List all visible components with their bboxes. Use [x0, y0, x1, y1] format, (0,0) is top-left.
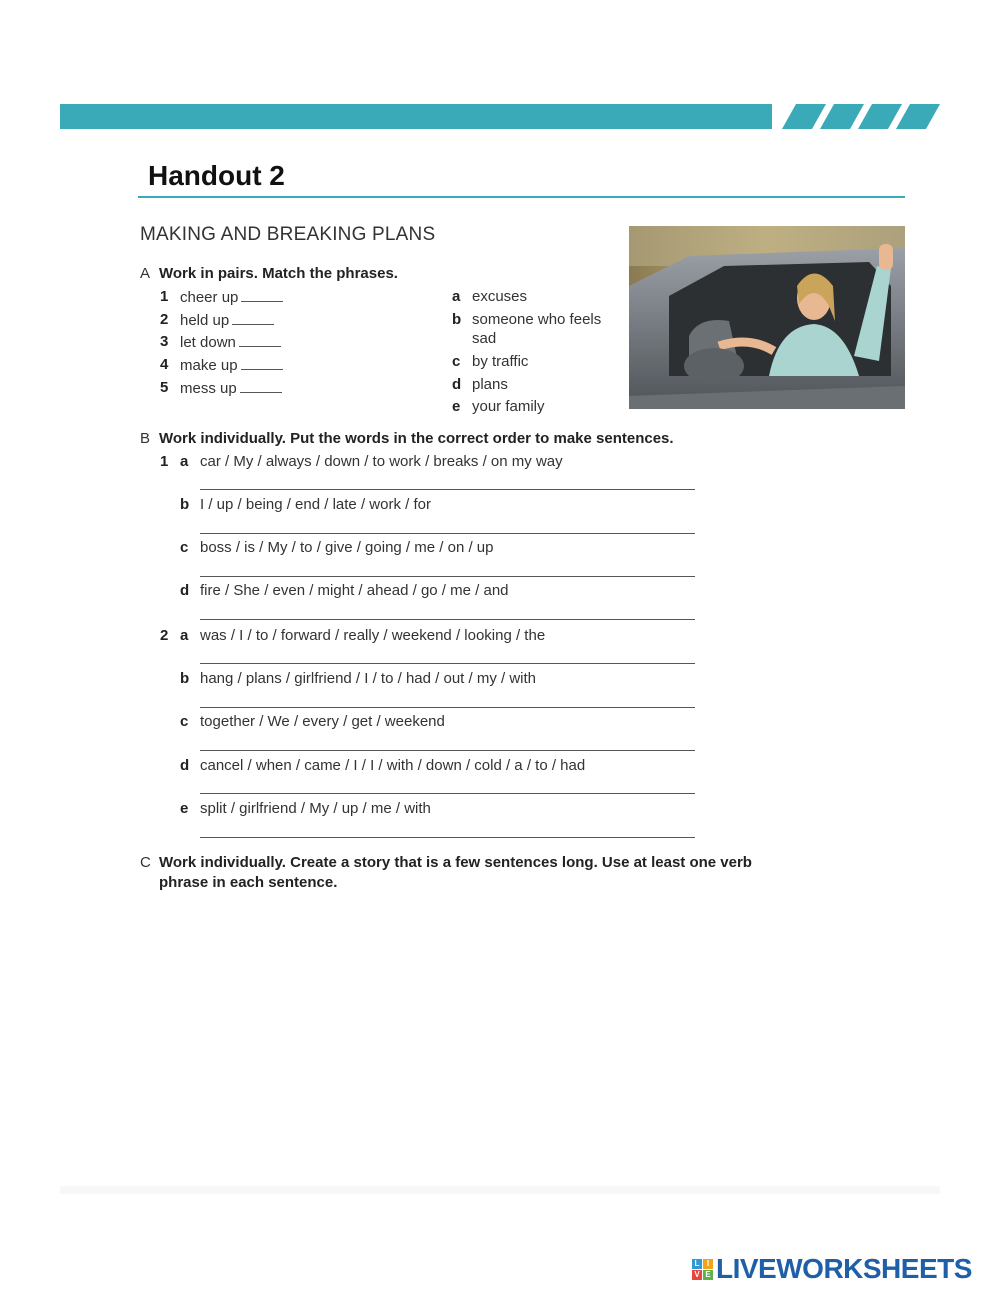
phrase-number: 2 [160, 311, 169, 328]
answer-line[interactable] [200, 576, 695, 577]
option-letter: d [452, 376, 462, 393]
phrase-number: 4 [160, 356, 169, 373]
group-number: 1 [160, 453, 169, 470]
phrase-item [180, 311, 274, 329]
woman-in-car-photo [629, 226, 905, 409]
answer-blank[interactable] [239, 333, 281, 347]
option-letter: c [452, 353, 461, 370]
exercise-c-instruction: Work individually. Create a story that is a few sentences long. Use at least one verb [159, 854, 752, 871]
option-text: excuses [472, 288, 528, 305]
item-letter: d [180, 582, 190, 599]
page-title: Handout 2 [148, 160, 285, 191]
option-letter: a [452, 288, 461, 305]
exercise-b-instruction: Work individually. Put the words in the correct order to make sentences. [159, 430, 674, 447]
exercise-c-instruction-continued: phrase in each sentence. [159, 874, 338, 891]
option-letter: e [452, 398, 461, 415]
phrase-text: held up [180, 312, 230, 329]
answer-line[interactable] [200, 663, 695, 664]
answer-line[interactable] [200, 489, 695, 490]
exercise-a-letter: A [140, 265, 151, 282]
answer-blank[interactable] [232, 311, 274, 325]
answer-line[interactable] [200, 619, 695, 620]
word-scramble: was / I / to / forward / really / weekend / looking / the [200, 627, 546, 644]
phrase-number: 5 [160, 379, 169, 396]
word-scramble: split / girlfriend / My / up / me / with [200, 800, 431, 817]
header-banner [60, 104, 940, 129]
phrase-item [180, 288, 283, 306]
item-letter: e [180, 800, 189, 817]
phrase-item [180, 379, 282, 397]
liveworksheets-logo-icon [692, 1259, 713, 1280]
exercise-c-letter: C [140, 854, 151, 871]
option-text: by traffic [472, 353, 529, 370]
answer-line[interactable] [200, 750, 695, 751]
answer-blank[interactable] [241, 356, 283, 370]
logo-tile: V [692, 1270, 702, 1280]
phrase-text: mess up [180, 380, 237, 397]
phrase-item [180, 333, 281, 351]
phrase-number: 1 [160, 288, 169, 305]
logo-tile: E [703, 1270, 713, 1280]
word-scramble: car / My / always / down / to work / breaks / on my way [200, 453, 563, 470]
exercise-a-instruction: Work in pairs. Match the phrases. [159, 265, 398, 282]
answer-line[interactable] [200, 707, 695, 708]
section-title: MAKING AND BREAKING PLANS [140, 224, 436, 245]
phrase-text: let down [180, 334, 236, 351]
group-number: 2 [160, 627, 169, 644]
footer-divider [60, 1186, 940, 1194]
answer-blank[interactable] [240, 379, 282, 393]
option-text: your family [472, 398, 545, 415]
word-scramble: together / We / every / get / weekend [200, 713, 445, 730]
phrase-text: make up [180, 357, 238, 374]
phrase-number: 3 [160, 333, 169, 350]
item-letter: b [180, 670, 190, 687]
item-letter: a [180, 453, 189, 470]
answer-line[interactable] [200, 533, 695, 534]
answer-blank[interactable] [241, 288, 283, 302]
title-divider [138, 196, 905, 198]
item-letter: b [180, 496, 190, 513]
word-scramble: boss / is / My / to / give / going / me / on / up [200, 539, 494, 556]
logo-text: LIVEWORKSHEETS [716, 1253, 972, 1284]
word-scramble: I / up / being / end / late / work / for [200, 496, 431, 513]
phrase-text: cheer up [180, 289, 239, 306]
item-letter: c [180, 713, 189, 730]
answer-line[interactable] [200, 837, 695, 838]
word-scramble: fire / She / even / might / ahead / go / me / and [200, 582, 509, 599]
option-text-continued: sad [472, 330, 497, 347]
option-text: someone who feels [472, 311, 602, 328]
logo-tile: I [703, 1259, 713, 1269]
item-letter: d [180, 757, 190, 774]
liveworksheets-logo [692, 1254, 972, 1284]
item-letter: c [180, 539, 189, 556]
phrase-item [180, 356, 283, 374]
word-scramble: cancel / when / came / I / I / with / down / cold / a / to / had [200, 757, 586, 774]
option-letter: b [452, 311, 462, 328]
exercise-b-letter: B [140, 430, 151, 447]
logo-tile: L [692, 1259, 702, 1269]
answer-line[interactable] [200, 793, 695, 794]
item-letter: a [180, 627, 189, 644]
option-text: plans [472, 376, 508, 393]
word-scramble: hang / plans / girlfriend / I / to / had / out / my / with [200, 670, 536, 687]
